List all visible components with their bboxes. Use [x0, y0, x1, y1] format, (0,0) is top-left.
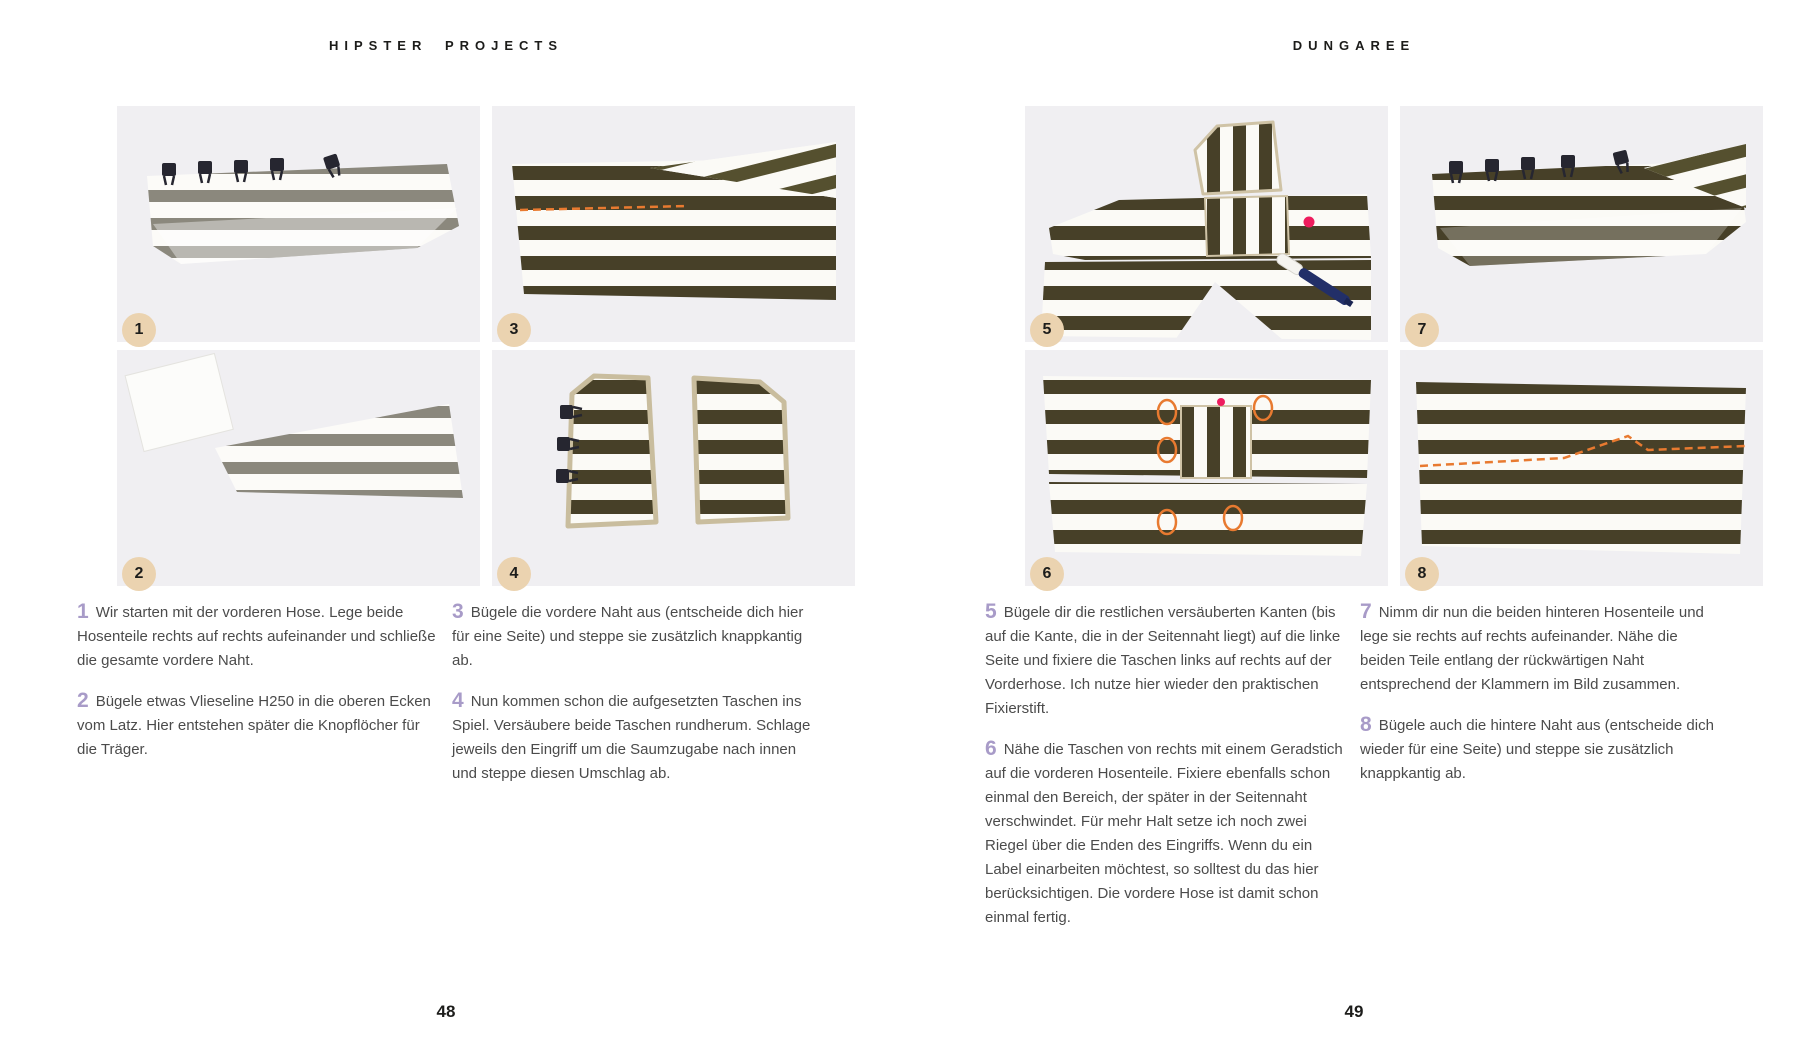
- photo-step-6: [1025, 350, 1388, 586]
- step-text-7: [1360, 600, 1723, 697]
- step-badge-4: [497, 557, 531, 591]
- step-text-2: [77, 689, 440, 762]
- page-header-right: DUNGAREE: [1292, 38, 1416, 53]
- fabric-photo-graphic: [492, 350, 855, 586]
- pocket-piece: [1181, 406, 1251, 478]
- fabric-photo-graphic: [1400, 350, 1763, 586]
- step-number: 1: [77, 600, 89, 623]
- badge-number: 5: [1042, 321, 1052, 338]
- fabric-photo-graphic: [1025, 106, 1388, 342]
- step-body: Wir starten mit der vorderen Hose. Lege beide Hosenteile rechts auf rechts aufeinander und schließe die gesamte vordere Naht.: [77, 604, 436, 669]
- photo-step-1: [117, 106, 480, 342]
- step-number: 4: [452, 689, 464, 712]
- step-badge-8: [1405, 557, 1439, 591]
- step-number: 8: [1360, 713, 1372, 736]
- step-body: Bügele auch die hintere Naht aus (entscheide dich wieder für eine Seite) und steppe sie zusätzlich knappkantig ab.: [1360, 717, 1714, 782]
- badge-number: 7: [1417, 321, 1427, 338]
- step-body: Nun kommen schon die aufgesetzten Taschen ins Spiel. Versäubere beide Taschen rundherum. Schlage jeweils den Eingriff um die Saumzugabe nach innen und steppe diesen Umschlag ab.: [452, 693, 811, 782]
- step-number: 5: [985, 600, 997, 623]
- photo-step-8: [1400, 350, 1763, 586]
- step-body: Nimm dir nun die beiden hinteren Hosenteile und lege sie rechts auf rechts aufeinander. Nähe die beiden Teile entlang der rückwärtigen Naht entsprechend der Klammern im Bild zusammen.: [1360, 604, 1704, 693]
- step-badge-5: [1030, 313, 1064, 347]
- step-text-5: [985, 600, 1348, 721]
- fabric-photo-graphic: [492, 106, 855, 342]
- step-body: Bügele etwas Vlieseline H250 in die oberen Ecken vom Latz. Hier entstehen später die Knopflöcher für die Träger.: [77, 693, 431, 758]
- step-text-3: [452, 600, 815, 673]
- red-dot-marker: [1217, 398, 1225, 406]
- fabric-photo-graphic: [1400, 106, 1763, 342]
- step-text-4: [452, 689, 815, 786]
- text-column-right-2: [1360, 600, 1723, 802]
- step-badge-2: [122, 557, 156, 591]
- fabric-photo-graphic: [117, 350, 480, 586]
- step-number: 3: [452, 600, 464, 623]
- badge-number: 1: [134, 321, 144, 338]
- text-column-right-1: [985, 600, 1348, 946]
- photo-step-5: [1025, 106, 1388, 342]
- red-dot-marker: [1304, 217, 1315, 228]
- step-body: Bügele dir die restlichen versäuberten Kanten (bis auf die Kante, die in der Seitennaht liegt) auf die linke Seite und fixiere die Taschen links auf rechts auf der Vorderhose. Ich nutze hier wieder den praktischen Fixierstift.: [985, 604, 1341, 717]
- step-badge-1: [122, 313, 156, 347]
- page-number-left: 48: [436, 1002, 456, 1021]
- badge-number: 8: [1417, 565, 1427, 582]
- photo-step-2: [117, 350, 480, 586]
- step-body: Nähe die Taschen von rechts mit einem Geradstich auf die vorderen Hosenteile. Fixiere ebenfalls schon einmal den Bereich, der später in der Seitennaht verschwindet. Für mehr Halt setze ich noch zwei Riegel über die Enden des Eingriffs. Wenn du ein Label einarbeiten möchtest, so solltest du das hier berücksichtigen. Die vordere Hose ist damit schon einmal fertig.: [985, 741, 1343, 926]
- step-text-6: [985, 737, 1348, 930]
- badge-number: 3: [509, 321, 519, 338]
- step-text-8: [1360, 713, 1723, 786]
- fabric-photo-graphic: [1025, 350, 1388, 586]
- badge-number: 6: [1042, 565, 1052, 582]
- badge-number: 4: [509, 565, 519, 582]
- page-number-right: 49: [1344, 1002, 1364, 1021]
- fabric-photo-graphic: [117, 106, 480, 342]
- text-column-left-2: [452, 600, 815, 802]
- step-number: 2: [77, 689, 89, 712]
- step-number: 6: [985, 737, 997, 760]
- text-column-left-1: [77, 600, 440, 778]
- step-badge-3: [497, 313, 531, 347]
- step-text-1: [77, 600, 440, 673]
- step-badge-7: [1405, 313, 1439, 347]
- photo-step-3: [492, 106, 855, 342]
- step-body: Bügele die vordere Naht aus (entscheide dich hier für eine Seite) und steppe sie zusätzlich knappkantig ab.: [452, 604, 804, 669]
- step-number: 7: [1360, 600, 1372, 623]
- photo-step-4: [492, 350, 855, 586]
- page-header-left: HIPSTER PROJECTS: [328, 38, 564, 53]
- pocket-piece: [1205, 196, 1289, 256]
- badge-number: 2: [134, 565, 144, 582]
- photo-step-7: [1400, 106, 1763, 342]
- step-badge-6: [1030, 557, 1064, 591]
